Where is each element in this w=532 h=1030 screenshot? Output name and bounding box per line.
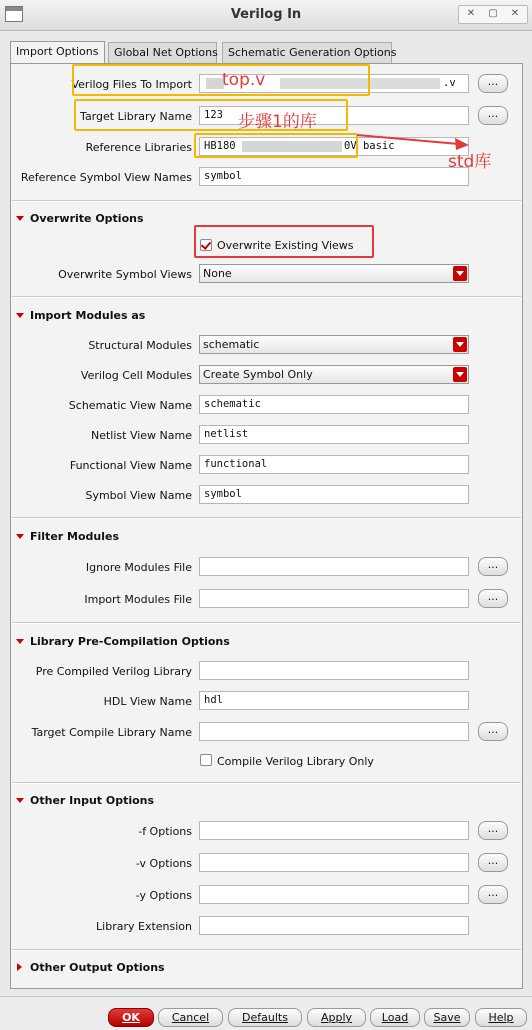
ignore-modules-field[interactable] <box>199 557 469 576</box>
highlight-reference-libraries <box>194 133 358 158</box>
help-button[interactable]: Help <box>475 1008 527 1027</box>
f-options-label: -f Options <box>138 825 192 838</box>
library-extension-field[interactable] <box>199 916 469 935</box>
overwrite-options-section[interactable]: Overwrite Options <box>30 212 144 225</box>
import-modules-browse-button[interactable]: ... <box>478 589 508 608</box>
chevron-down-icon <box>453 266 467 281</box>
symbol-view-field[interactable]: symbol <box>199 485 469 504</box>
apply-button[interactable]: Apply <box>307 1008 366 1027</box>
verilog-files-field[interactable]: .v <box>199 74 469 93</box>
v-options-label: -v Options <box>135 857 192 870</box>
schematic-view-field[interactable]: schematic <box>199 395 469 414</box>
tab-global-net-options[interactable]: Global Net Options <box>108 42 217 63</box>
cancel-button[interactable]: Cancel <box>158 1008 223 1027</box>
hdl-view-label: HDL View Name <box>103 695 192 708</box>
overwrite-symbol-views-label: Overwrite Symbol Views <box>58 268 192 281</box>
chevron-down-icon <box>453 337 467 352</box>
target-compile-browse-button[interactable]: ... <box>478 722 508 741</box>
separator <box>12 622 521 624</box>
save-button[interactable]: Save <box>424 1008 470 1027</box>
other-input-section[interactable]: Other Input Options <box>30 794 154 807</box>
precompilation-section[interactable]: Library Pre-Compilation Options <box>30 635 230 648</box>
y-options-label: -y Options <box>135 889 192 902</box>
y-options-field[interactable] <box>199 885 469 904</box>
chevron-down-icon <box>453 367 467 382</box>
target-compile-library-field[interactable] <box>199 722 469 741</box>
separator <box>12 949 521 951</box>
compile-verilog-only-label: Compile Verilog Library Only <box>217 755 374 768</box>
annotation-top-v: top.v <box>222 70 266 90</box>
ignore-modules-browse-button[interactable]: ... <box>478 557 508 576</box>
expanded-arrow-icon <box>16 798 24 803</box>
highlight-overwrite-existing <box>194 225 374 258</box>
expanded-arrow-icon <box>16 534 24 539</box>
other-output-section[interactable]: Other Output Options <box>30 961 165 974</box>
import-modules-section[interactable]: Import Modules as <box>30 309 145 322</box>
f-options-field[interactable] <box>199 821 469 840</box>
netlist-view-field[interactable]: netlist <box>199 425 469 444</box>
ok-button[interactable]: OK <box>108 1008 154 1027</box>
restore-icon[interactable]: ▢ <box>488 8 498 19</box>
tab-schematic-generation-options[interactable]: Schematic Generation Options <box>222 42 392 63</box>
window-title: Verilog In <box>230 7 302 22</box>
structural-modules-select[interactable]: schematic <box>199 335 469 354</box>
hdl-view-field[interactable]: hdl <box>199 691 469 710</box>
expanded-arrow-icon <box>16 313 24 318</box>
expanded-arrow-icon <box>16 216 24 221</box>
import-modules-label: Import Modules File <box>84 593 192 606</box>
netlist-view-label: Netlist View Name <box>90 429 192 442</box>
highlight-verilog-files <box>72 64 370 96</box>
library-extension-label: Library Extension <box>96 920 192 933</box>
precompiled-library-label: Pre Compiled Verilog Library <box>35 665 192 678</box>
collapsed-arrow-icon <box>17 963 22 971</box>
verilog-files-label: Verilog Files To Import <box>71 78 192 91</box>
window-controls <box>458 5 528 24</box>
ignore-modules-label: Ignore Modules File <box>85 561 192 574</box>
v-options-field[interactable] <box>199 853 469 872</box>
symbol-view-label: Symbol View Name <box>85 489 192 502</box>
overwrite-existing-views-label: Overwrite Existing Views <box>217 239 354 252</box>
separator <box>12 782 521 784</box>
expanded-arrow-icon <box>16 639 24 644</box>
reference-symbol-label: Reference Symbol View Names <box>20 171 192 184</box>
reference-libraries-field[interactable]: HB180 0V basic <box>199 137 469 156</box>
verilog-files-browse-button[interactable]: ... <box>478 74 508 93</box>
v-options-browse-button[interactable]: ... <box>478 853 508 872</box>
separator <box>12 200 521 202</box>
structural-modules-label: Structural Modules <box>88 339 192 352</box>
separator <box>12 296 521 298</box>
y-options-browse-button[interactable]: ... <box>478 885 508 904</box>
separator <box>12 517 521 519</box>
load-button[interactable]: Load <box>370 1008 420 1027</box>
target-library-label: Target Library Name <box>80 110 192 123</box>
filter-modules-section[interactable]: Filter Modules <box>30 530 119 543</box>
overwrite-symbol-views-select[interactable]: None <box>199 264 469 283</box>
minimize-icon[interactable]: ✕ <box>466 8 476 19</box>
close-icon[interactable]: ✕ <box>510 8 520 19</box>
functional-view-label: Functional View Name <box>69 459 192 472</box>
reference-libraries-label: Reference Libraries <box>85 141 192 154</box>
verilog-cell-modules-label: Verilog Cell Modules <box>80 369 192 382</box>
functional-view-field[interactable]: functional <box>199 455 469 474</box>
target-library-browse-button[interactable]: ... <box>478 106 508 125</box>
title-bar <box>0 0 532 31</box>
schematic-view-label: Schematic View Name <box>68 399 192 412</box>
import-modules-field[interactable] <box>199 589 469 608</box>
precompiled-library-field[interactable] <box>199 661 469 680</box>
target-compile-library-label: Target Compile Library Name <box>31 726 192 739</box>
annotation-std-lib: std库 <box>448 152 492 172</box>
defaults-button[interactable]: Defaults <box>228 1008 302 1027</box>
reference-symbol-field[interactable]: symbol <box>199 167 469 186</box>
f-options-browse-button[interactable]: ... <box>478 821 508 840</box>
tab-import-options[interactable]: Import Options <box>10 41 105 64</box>
compile-verilog-only-checkbox[interactable] <box>200 754 212 766</box>
verilog-cell-modules-select[interactable]: Create Symbol Only <box>199 365 469 384</box>
target-library-field[interactable]: 123 <box>199 106 469 125</box>
annotation-step1-lib: 步骤1的库 <box>238 112 317 132</box>
